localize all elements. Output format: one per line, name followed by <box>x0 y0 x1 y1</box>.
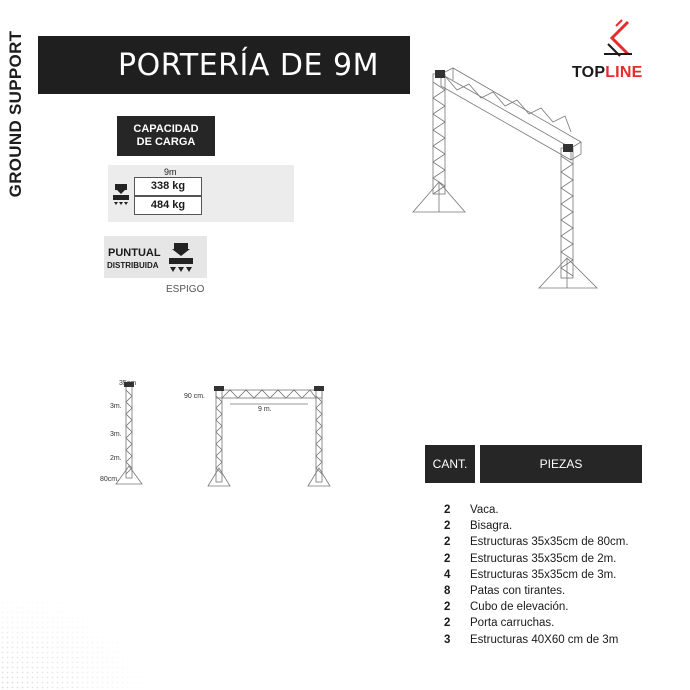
table-header-parts: PIEZAS <box>480 445 642 483</box>
capacity-header-line1: CAPACIDAD <box>133 123 199 135</box>
list-item <box>444 583 684 599</box>
dim-80cm: 80cm. <box>100 476 120 483</box>
capacity-table <box>108 165 294 222</box>
dim-3m-a: 3m. <box>110 403 122 410</box>
dim-35cm: 35cm <box>119 380 137 387</box>
side-label-text: GROUND SUPPORT <box>6 30 25 198</box>
item-qty: 4 <box>444 568 451 581</box>
page-title: PORTERÍA DE 9M <box>118 48 379 83</box>
list-item <box>444 632 684 648</box>
dim-90cm: 90 cm. <box>184 393 206 400</box>
espigo-label: ESPIGO <box>166 284 205 295</box>
parts-list <box>444 502 684 648</box>
item-name: Estructuras 35x35cm de 80cm. <box>470 536 629 549</box>
dim-3m-b: 3m. <box>110 431 122 438</box>
list-item <box>444 567 684 583</box>
item-name: Bisagra. <box>470 520 513 533</box>
item-qty: 8 <box>444 584 451 597</box>
item-qty: 2 <box>444 617 451 630</box>
logo-line: LINE <box>605 64 643 81</box>
table-header-qty: CANT. <box>425 445 475 483</box>
capacity-header <box>117 116 215 156</box>
list-item <box>444 615 684 631</box>
item-qty: 3 <box>444 633 451 646</box>
list-item <box>444 518 684 534</box>
capacity-distributed-value: 484 kg <box>134 196 202 215</box>
load-legend <box>104 236 207 278</box>
logo-mark-icon <box>568 16 668 64</box>
title-bar <box>38 36 410 94</box>
item-qty: 2 <box>444 504 451 516</box>
dimension-drawings <box>90 372 340 502</box>
item-qty: 2 <box>444 601 451 614</box>
item-qty: 2 <box>444 552 451 565</box>
item-name: Estructuras 40X60 cm de 3m <box>470 633 619 646</box>
dim-9m: 9 m. <box>258 406 272 413</box>
item-name: Estructuras 35x35cm de 2m. <box>470 552 617 565</box>
list-item <box>444 599 684 615</box>
item-name: Vaca. <box>470 504 499 516</box>
item-name: Estructuras 35x35cm de 3m. <box>470 568 617 581</box>
logo-top: TOP <box>572 64 606 81</box>
legend-point: PUNTUAL <box>108 247 161 259</box>
item-name: Porta carruchas. <box>470 617 555 630</box>
list-item <box>444 551 684 567</box>
load-legend-icon <box>168 243 194 275</box>
capacity-header-line2: DE CARGA <box>136 136 196 148</box>
span-label: 9m <box>164 167 177 177</box>
list-item <box>444 534 684 550</box>
load-icon <box>112 184 130 208</box>
list-item <box>444 502 684 518</box>
item-qty: 2 <box>444 536 451 549</box>
dim-2m: 2m. <box>110 455 122 462</box>
side-label <box>4 14 28 214</box>
capacity-point-value: 338 kg <box>134 177 202 196</box>
dotted-decoration <box>0 590 150 690</box>
legend-distributed: DISTRIBUIDA <box>107 261 159 270</box>
truss-perspective-drawing <box>405 62 615 312</box>
item-name: Patas con tirantes. <box>470 584 566 597</box>
item-qty: 2 <box>444 520 451 533</box>
item-name: Cubo de elevación. <box>470 601 569 614</box>
